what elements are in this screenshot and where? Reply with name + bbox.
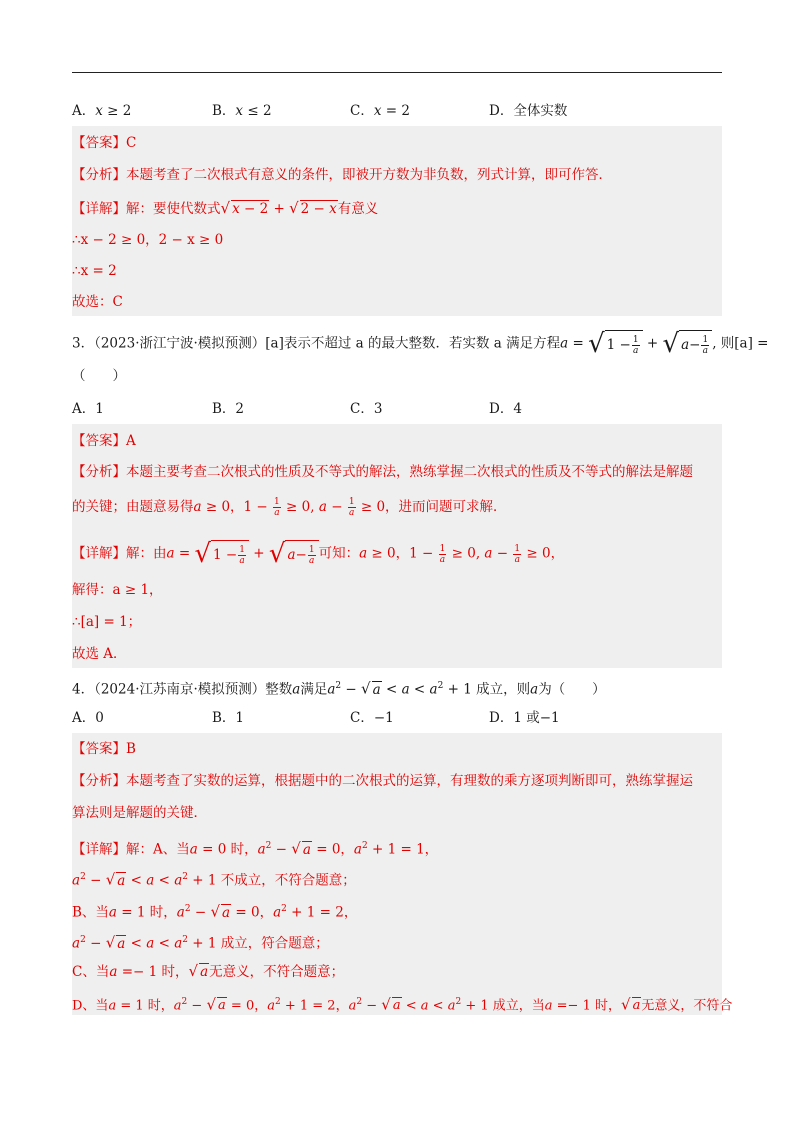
q3-analysis-2: 的关键；由题意易得a ≥ 0，1 − $\frac{1}{a}$ ≥ 0, a − $\frac{1}{a}$ ≥ 0，进而问题可求解． — [72, 497, 507, 518]
conclusion: 故选：C — [72, 294, 123, 310]
q4-detail-d: D、当a = 1 时，$a^2$ − √ a = 0，$a^2 + 1 = 2$，$a^2$ − √ $a < a < a^2 + 1$ 成立，当a =− 1 时，√ a无意义，不符合 — [72, 995, 733, 1014]
q4-answer: 【答案】B — [72, 741, 136, 757]
q4-detail-b2: $a^2$ − √ $a < a < a^2 + 1$ 成立，符合题意； — [72, 933, 329, 952]
option-c: C．x = 2 — [350, 103, 410, 119]
q4-detail-b1: B、当a = 1 时，$a^2$ − √ a = 0，$a^2 + 1 = 2$， — [72, 902, 358, 921]
q3-answer: 【答案】A — [72, 433, 136, 449]
q3-detail: 【详解】解：由a = √ 1 − $\frac{1}{a}$ + √ a − $\frac{1}{a}$ 可知：a ≥ 0，1 − $\frac{1}{a}$ ≥ 0, a − $\frac{1}{a}$ ≥ 0， — [72, 539, 565, 569]
step-2: ∴x = 2 — [72, 263, 117, 279]
q3-result: ∴[a] = 1； — [72, 614, 142, 630]
q3-solve: 解得：a ≥ 1， — [72, 582, 163, 598]
q4-option-b: B．1 — [212, 710, 245, 726]
q3-option-d: D．4 — [489, 401, 522, 417]
analysis: 【分析】本题考查了二次根式有意义的条件，即被开方数为非负数，列式计算，即可作答． — [72, 167, 612, 183]
q3-option-c: C．3 — [350, 401, 383, 417]
option-d: D．全体实数 — [489, 103, 568, 119]
solution-box-prev — [72, 126, 722, 316]
q4-analysis-2: 算法则是解题的关键． — [72, 805, 207, 821]
detail: 【详解】解：要使代数式√ x − 2 + √ 2 − x有意义 — [72, 199, 379, 217]
q4-option-d: D．1 或−1 — [489, 710, 560, 726]
q4-stem: 4．（2024·江苏南京·模拟预测）整数a满足$a^2$ − √ $a < a < a^2 + 1$ 成立，则a为（ ） — [72, 679, 606, 698]
q3-paren: （ ） — [72, 368, 126, 384]
answer: 【答案】C — [72, 135, 137, 151]
step-1: ∴x − 2 ≥ 0，2 − x ≥ 0 — [72, 232, 224, 248]
q3-analysis-1: 【分析】本题主要考查二次根式的性质及不等式的解法，熟练掌握二次根式的性质及不等式的解法是解题 — [72, 464, 693, 480]
q4-detail-a2: $a^2$ − √ $a < a < a^2 + 1$ 不成立，不符合题意； — [72, 870, 356, 889]
q3-conclusion: 故选 A． — [72, 646, 127, 662]
option-b: B．x ≤ 2 — [212, 103, 272, 119]
q4-detail-c: C、当a =− 1 时，√ a无意义，不符合题意； — [72, 962, 345, 980]
q3-option-a: A．1 — [72, 401, 104, 417]
header-rule — [72, 72, 722, 73]
q3-option-b: B．2 — [212, 401, 245, 417]
option-a: A．x ≥ 2 — [72, 103, 132, 119]
q3-stem: 3．（2023·浙江宁波·模拟预测）[a]表示不超过 a 的最大整数．若实数 a 满足方程a = √ 1 − $\frac{1}{a}$ + √ a − $\frac{1}{a}$ , 则[a] = — [72, 329, 769, 359]
q4-analysis-1: 【分析】本题考查了实数的运算，根据题中的二次根式的运算，有理数的乘方逐项判断即可，熟练掌握运 — [72, 773, 693, 789]
q4-detail-a1: 【详解】解：A、当a = 0 时，$a^2$ − √ a = 0，$a^2 + 1 = 1$， — [72, 839, 439, 858]
q4-option-c: C．−1 — [350, 710, 394, 726]
q4-option-a: A．0 — [72, 710, 104, 726]
